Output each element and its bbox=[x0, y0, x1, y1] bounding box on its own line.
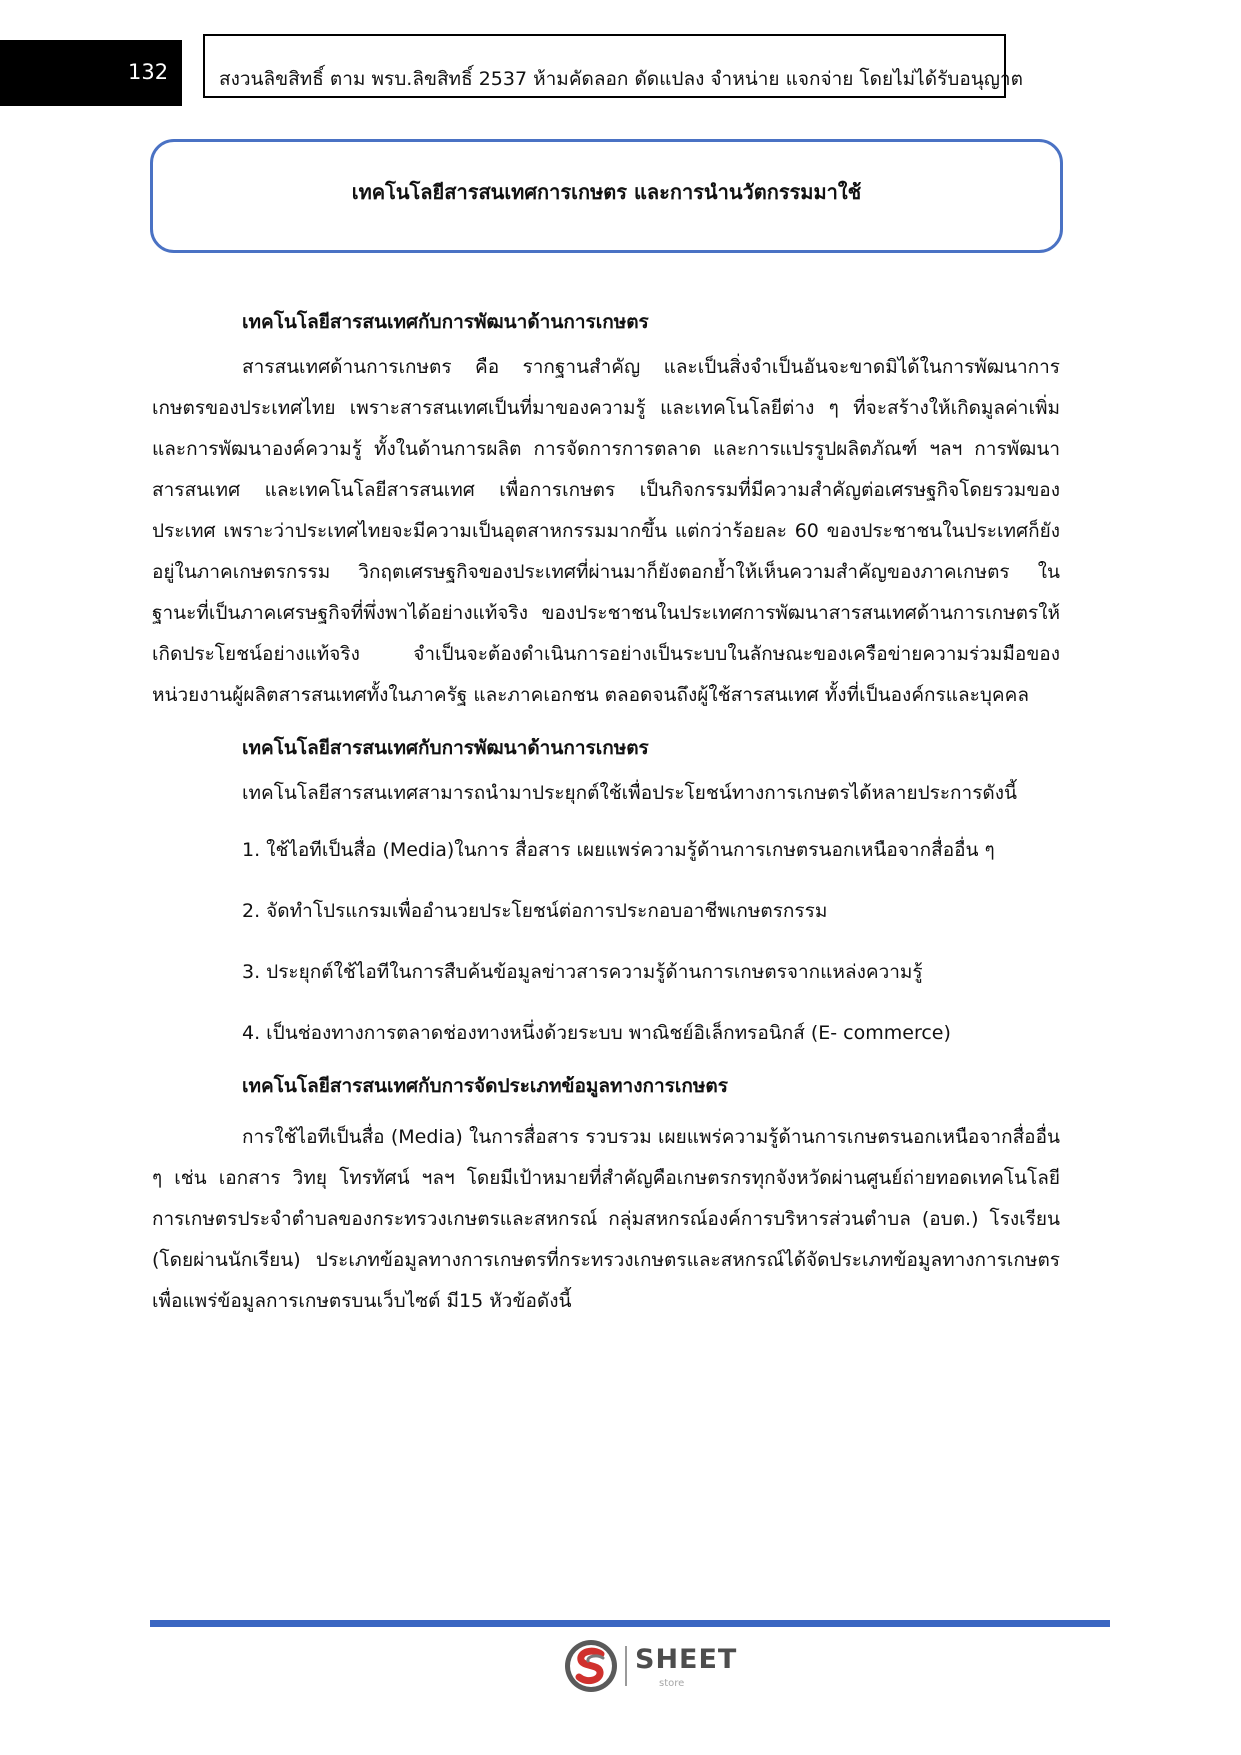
section-paragraph: เทคโนโลยีสารสนเทศสามารถนำมาประยุกต์ใช้เพื่อประโยชน์ทางการเกษตรได้หลายประการดังนี้ bbox=[242, 782, 1018, 804]
document-body bbox=[152, 302, 1060, 1322]
list-item: 3. ประยุกต์ใช้ไอทีในการสืบค้นข้อมูลข่าวสารความรู้ด้านการเกษตรจากแหล่งความรู้ bbox=[242, 961, 923, 983]
logo-separator bbox=[625, 1646, 627, 1686]
chapter-title-box bbox=[150, 139, 1063, 253]
section-heading: เทคโนโลยีสารสนเทศกับการพัฒนาด้านการเกษตร bbox=[242, 311, 649, 333]
list-item: 2. จัดทำโปรแกรมเพื่ออำนวยประโยชน์ต่อการประกอบอาชีพเกษตรกรรม bbox=[242, 900, 828, 922]
section-heading: เทคโนโลยีสารสนเทศกับการพัฒนาด้านการเกษตร bbox=[242, 737, 649, 759]
page-number: 132 bbox=[128, 60, 169, 84]
sheet-store-logo bbox=[563, 1638, 743, 1696]
logo-subtext: store bbox=[659, 1678, 685, 1689]
section-paragraph: สารสนเทศด้านการเกษตร คือ รากฐานสำคัญ และเป็นสิ่งจำเป็นอันจะขาดมิได้ในการพัฒนาการเกษตรของประเทศไทย เพราะสารสนเทศเป็นที่มาของความรู้ และเทคโนโลยีต่าง ๆ ที่จะสร้างให้เกิดมูลค่าเพิ่ม และการพัฒนาองค์ความรู้ ทั้งในด้านการผลิต การจัดการการตลาด และการแปรรูปผลิตภัณฑ์ ฯลฯ การพัฒนาสารสนเทศ และเทคโนโลยีสารสนเทศ เพื่อการเกษตร เป็นกิจกรรมที่มีความสำคัญต่อเศรษฐกิจโดยรวมของประเทศ เพราะว่าประเทศไทยจะมีความเป็นอุตสาหกรรมมากขึ้น แต่กว่าร้อยละ 60 ของประชาชนในประเทศก็ยังอยู่ในภาคเกษตรกรรม วิกฤตเศรษฐกิจของประเทศที่ผ่านมาก็ยังตอกย้ำให้เห็นความสำคัญของภาคเกษตร ในฐานะที่เป็นภาคเศรษฐกิจที่พึ่งพาได้อย่างแท้จริง ของประชาชนในประเทศการพัฒนาสารสนเทศด้านการเกษตรให้เกิดประโยชน์อย่างแท้จริง จำเป็นจะต้องดำเนินการอย่างเป็นระบบในลักษณะของเครือข่ายความร่วมมือของหน่วยงานผู้ผลิตสารสนเทศทั้งในภาครัฐ และภาคเอกชน ตลอดจนถึงผู้ใช้สารสนเทศ ทั้งที่เป็นองค์กรและบุคคล bbox=[152, 356, 1060, 706]
footer-rule bbox=[150, 1620, 1110, 1627]
copyright-header bbox=[203, 34, 1023, 98]
section-paragraph: การใช้ไอทีเป็นสื่อ (Media) ในการสื่อสาร รวบรวม เผยแพร่ความรู้ด้านการเกษตรนอกเหนือจากสื่ออื่น ๆ เช่น เอกสาร วิทยุ โทรทัศน์ ฯลฯ โดยมีเป้าหมายที่สำคัญคือเกษตรกรทุกจังหวัดผ่านศูนย์ถ่ายทอดเทคโนโลยีการเกษตรประจำตำบลของกระทรวงเกษตรและสหกรณ์ กลุ่มสหกรณ์องค์การบริหารส่วนตำบล (อบต.) โรงเรียน (โดยผ่านนักเรียน) ประเภทข้อมูลทางการเกษตรที่กระทรวงเกษตรและสหกรณ์ได้จัดประเภทข้อมูลทางการเกษตรเพื่อแพร่ข้อมูลการเกษตรบนเว็บไซต์ มี15 หัวข้อดังนี้ bbox=[152, 1126, 1060, 1312]
list-item: 4. เป็นช่องทางการตลาดช่องทางหนึ่งด้วยระบบ พาณิชย์อิเล็กทรอนิกส์ (E- commerce) bbox=[242, 1022, 951, 1044]
sheet-logo-icon bbox=[563, 1638, 619, 1694]
logo-word: SHEET bbox=[635, 1644, 738, 1675]
chapter-title: เทคโนโลยีสารสนเทศการเกษตร และการนำนวัตกรรมมาใช้ bbox=[351, 180, 862, 204]
list-item: 1. ใช้ไอทีเป็นสื่อ (Media)ในการ สื่อสาร เผยแพร่ความรู้ด้านการเกษตรนอกเหนือจากสื่ออื่น ๆ bbox=[242, 839, 995, 861]
page-number-box bbox=[0, 40, 182, 106]
copyright-notice: สงวนลิขสิทธิ์ ตาม พรบ.ลิขสิทธิ์ 2537 ห้ามคัดลอก ดัดแปลง จำหน่าย แจกจ่าย โดยไม่ได้รับอนุญาต bbox=[219, 68, 1023, 90]
section-heading: เทคโนโลยีสารสนเทศกับการจัดประเภทข้อมูลทางการเกษตร bbox=[242, 1075, 728, 1097]
